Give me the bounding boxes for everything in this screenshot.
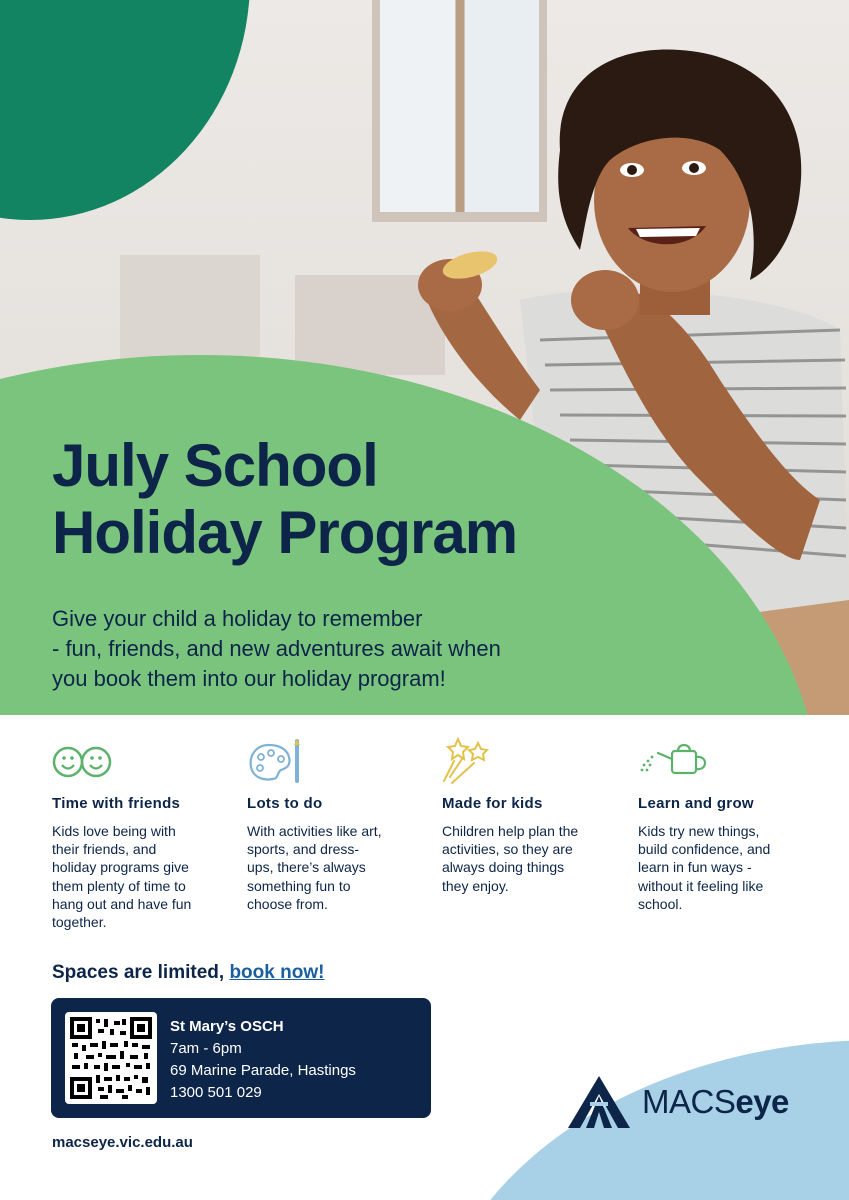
intro-line-3: you book them into our holiday program! (52, 665, 446, 691)
feature-body: Children help plan the activities, so they are always doing things they enjoy. (442, 823, 579, 894)
macseye-mark-icon (566, 1074, 632, 1130)
opening-hours: 7am - 6pm (170, 1039, 242, 1057)
feature-body: Kids love being with their friends, and holiday programs give them plenty of time to hang out and have fun together. (52, 823, 192, 930)
title-line-2: Holiday Program (52, 499, 518, 567)
feature-title: Time with friends (52, 795, 181, 812)
book-now-link[interactable]: book now! (229, 962, 325, 983)
qr-code[interactable] (65, 1012, 157, 1104)
shooting-stars-icon (442, 737, 504, 787)
title-line-1: July School (52, 432, 378, 499)
booking-callout (52, 962, 324, 984)
qr-code-icon (70, 1017, 152, 1099)
intro-line-1: Give your child a holiday to remember (52, 606, 423, 631)
feature-title: Made for kids (442, 795, 543, 812)
smiley-faces-icon (52, 737, 114, 787)
feature-body: Kids try new things, build confidence, and learn in fun ways - without it feeling like school. (638, 823, 771, 912)
feature-body: With activities like art, sports, and dress- ups, there’s always something fun to choose from. (247, 823, 382, 912)
location-details (170, 1016, 356, 1104)
page-title (52, 432, 652, 566)
feature-title: Lots to do (247, 795, 323, 812)
logo-wordmark: MACSeye (642, 1083, 789, 1120)
feature-friends (52, 737, 222, 931)
macseye-logo (566, 1074, 789, 1130)
feature-title: Learn and grow (638, 795, 754, 812)
feature-activities (247, 737, 417, 913)
location-card (51, 998, 431, 1118)
location-name: St Mary’s OSCH (170, 1018, 284, 1035)
website-link[interactable]: macseye.vic.edu.au (52, 1134, 193, 1151)
paint-palette-icon (247, 737, 309, 787)
feature-made-for-kids (442, 737, 612, 895)
watering-can-icon (638, 737, 710, 787)
intro-line-2: - fun, friends, and new adventures await when (52, 635, 501, 661)
features-row (52, 737, 832, 937)
intro-text (52, 604, 612, 694)
booking-prefix: Spaces are limited, (52, 962, 225, 983)
feature-learn-grow (638, 737, 808, 913)
address: 69 Marine Parade, Hastings (170, 1061, 356, 1079)
phone-number[interactable]: 1300 501 029 (170, 1083, 262, 1101)
